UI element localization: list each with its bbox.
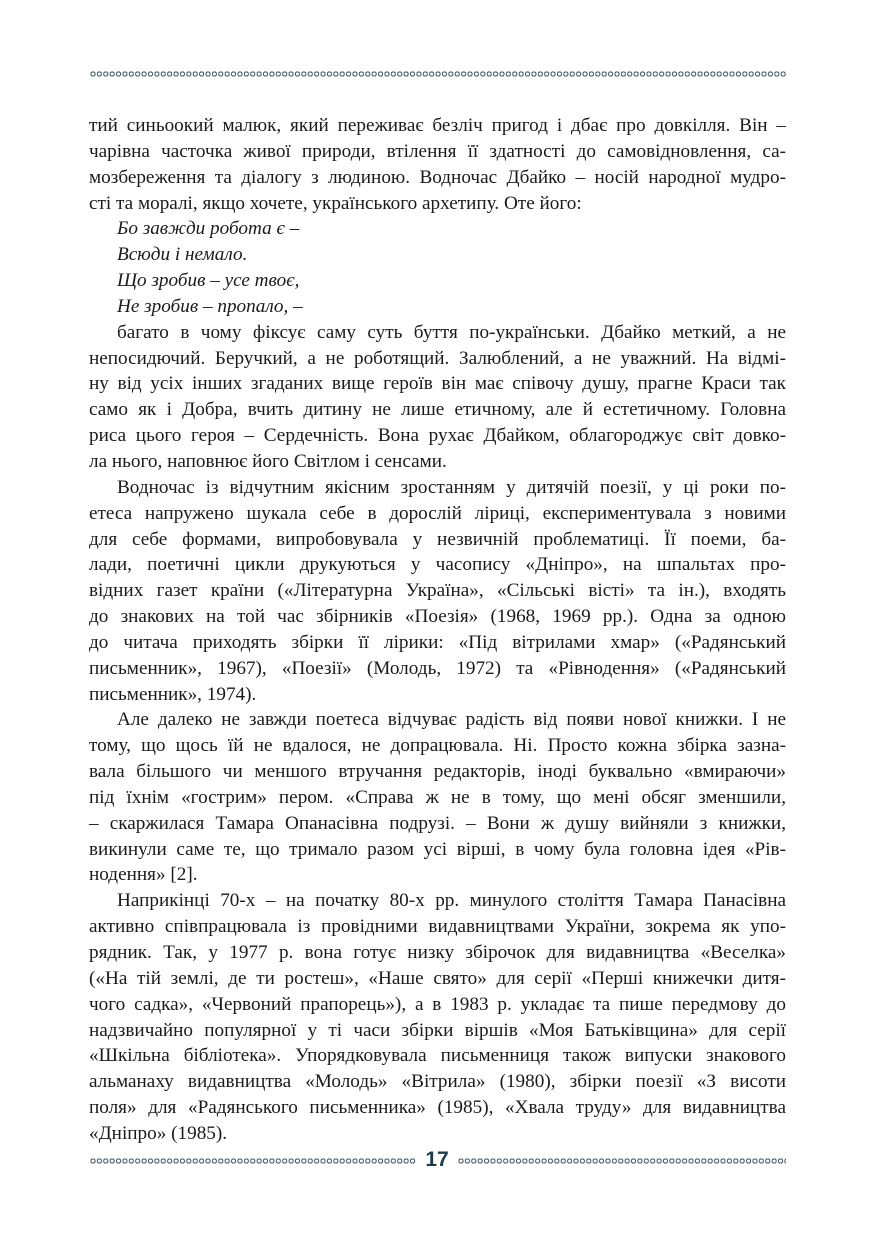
text-line: «Дніпро» (1985). xyxy=(89,1122,228,1144)
text-line: тому, що щось їй не вдалося, не допрацювала. Ні. Просто кожна збірка зазна- xyxy=(89,735,786,757)
text-line: надзвичайно популярної у ті часи збірки віршів «Моя Батьківщина» для серії xyxy=(89,1019,786,1041)
text-line: риса цього героя – Сердечність. Вона рухає Дбайком, облагороджує світ довко- xyxy=(89,425,786,447)
text-line: під їхнім «гострим» пером. «Справа ж не в тому, що мені обсяг зменшили, xyxy=(89,786,786,808)
text-line: тий синьоокий малюк, який переживає безліч пригод і дбає про довкілля. Він – xyxy=(89,115,786,136)
text-line: мозбереження та діалогу з людиною. Водночас Дбайко – носій народної мудро- xyxy=(89,166,786,188)
text-line: альманаху видавництва «Молодь» «Вітрила» (1980), збірки поезії «З висоти xyxy=(89,1071,786,1093)
text-line: письменник», 1967), «Поезії» (Молодь, 1972) та «Рівнодення» («Радянський xyxy=(89,657,786,679)
text-line: непосидючий. Беручкий, а не роботящий. Залюблений, а не уважний. На відмі- xyxy=(89,347,786,369)
text-line: («На тій землі, де ти ростеш», «Наше свято» для серії «Перші книжечки дитя- xyxy=(89,967,786,989)
poem-line: Не зробив – пропало, – xyxy=(117,295,303,317)
text-line: відних газет країни («Літературна Україна», «Сільські вісті» та ін.), входять xyxy=(89,580,786,602)
text-line: рядник. Так, у 1977 р. вона готує низку збірочок для видавництва «Веселка» xyxy=(89,942,786,963)
text-line: Наприкінці 70-х – на початку 80-х рр. минулого століття Тамара Панасівна xyxy=(117,890,786,912)
poem-line: Всюди і немало. xyxy=(117,244,248,266)
text-line: викинули саме те, що тримало разом усі вірші, в чому була головна ідея «Рів- xyxy=(89,838,786,860)
text-line: активно співпрацювала із провідними видавництвами України, зокрема як упо- xyxy=(89,916,786,938)
text-line: чого садка», «Червоний прапорець»), а в 1983 р. укладає та пише передмову до xyxy=(89,993,786,1015)
text-line: Водночас із відчутним якісним зростанням у дитячій поезії, у ці роки по- xyxy=(117,476,786,498)
text-line: ла нього, наповнює його Світлом і сенсами. xyxy=(89,450,447,472)
text-line: для себе формами, випробовувала у незвичній проблематиці. Її поеми, ба- xyxy=(89,528,786,550)
text-line: само як і Добра, вчить дитину не лише етичному, але й естетичному. Головна xyxy=(89,399,786,421)
text-line: етеса напружено шукала себе в дорослій ліриці, експериментувала з новими xyxy=(89,502,786,524)
footer-ornamental-rule-right xyxy=(458,1157,786,1165)
text-line: вала більшого чи меншого втручання редакторів, іноді буквально «вмираючи» xyxy=(89,761,786,783)
top-ornamental-rule xyxy=(90,70,786,78)
text-line: сті та моралі, якщо хочете, українського архетипу. Оте його: xyxy=(89,192,582,214)
poem-line: Що зробив – усе твоє, xyxy=(117,270,300,292)
text-line: – скаржилася Тамара Опанасівна подрузі. – Вони ж душу вийняли з книжки, xyxy=(89,812,786,834)
page-text xyxy=(89,113,786,1147)
text-line: «Шкільна бібліотека». Упорядковувала письменниця також випуски знакового xyxy=(89,1045,786,1067)
text-line: лади, поетичні цикли друкуються у часопису «Дніпро», на шпальтах про- xyxy=(89,554,786,576)
text-line: чарівна часточка живої природи, втілення її здатності до самовідновлення, са- xyxy=(89,140,786,162)
text-line: до знакових на той час збірників «Поезія» (1968, 1969 рр.). Одна за одною xyxy=(89,606,786,628)
text-line: нодення» [2]. xyxy=(89,864,198,886)
footer-ornamental-rule-left xyxy=(90,1157,416,1165)
text-line: письменник», 1974). xyxy=(89,683,257,705)
text-line: Але далеко не завжди поетеса відчуває радість від появи нової книжки. І не xyxy=(117,709,786,731)
page-number: 17 xyxy=(425,1148,449,1171)
text-line: поля» для «Радянського письменника» (1985), «Хвала труду» для видавництва xyxy=(89,1097,786,1119)
text-line: багато в чому фіксує саму суть буття по-українськи. Дбайко меткий, а не xyxy=(117,321,786,343)
poem-line: Бо завжди робота є – xyxy=(117,218,300,240)
text-line: до читача приходять збірки її лірики: «Під вітрилами хмар» («Радянський xyxy=(89,631,786,653)
text-line: ну від усіх інших згаданих вище героїв він має співочу душу, прагне Краси так xyxy=(89,373,786,395)
